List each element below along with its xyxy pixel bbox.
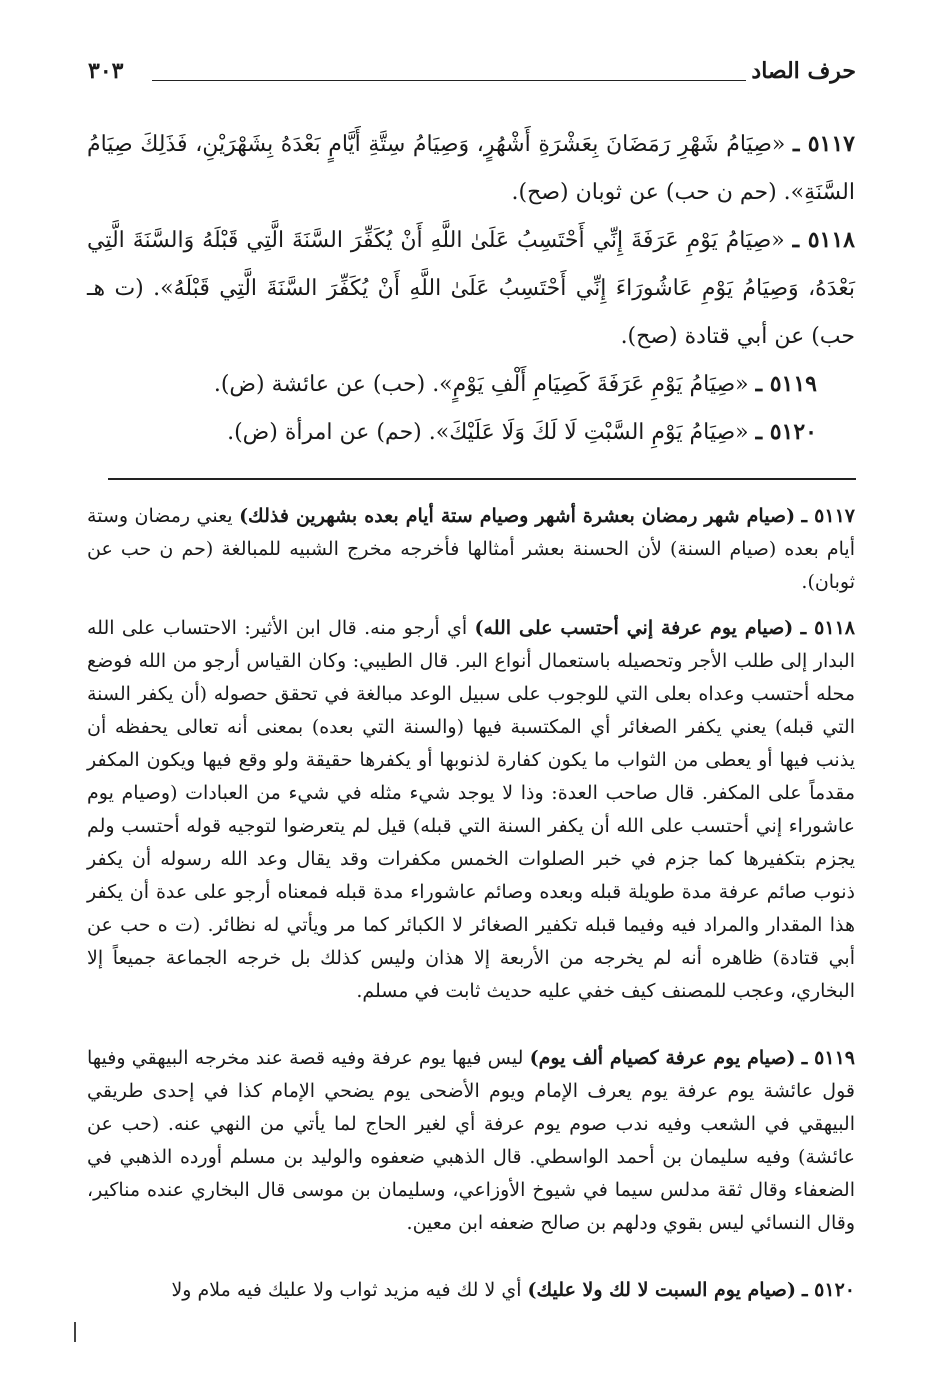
hadith-text: «صِيَامُ يَوْمِ عَرَفَةَ كَصِيَامِ أَلْفِ يَوْمٍ». (حب) عن عائشة (ض).	[213, 372, 749, 397]
commentary-text: ليس فيها يوم عرفة وفيه قصة عند مخرجه البيهقي وفيها قول عائشة يوم عرفة يوم يعرف الإمام ويوم الأضحى يوم يضحي الإمام كذا في إحدى طريقي البيهقي في الشعب وفيه ندب صوم يوم عرفة أي لغير الحاج لما يأتي من النهي عنه. (حب عن عائشة) وفيه سليمان بن أحمد الواسطي. قال الذهبي ضعفوه والوليد بن مسلم أورده الذهبي في الضعفاء وقال ثقة مدلس سيما في شيوخ الأوزاعي، وسليمان بن موسى قال البخاري عنده مناكير، وقال النسائي ليس بقوي ودلهم بن صالح ضعفه ابن معين.	[87, 1047, 855, 1234]
hadith-number: ٥١١٨ ـ	[792, 227, 855, 253]
text-commentary-divider	[108, 478, 856, 480]
commentary-number: ٥١٢٠ ـ	[801, 1279, 855, 1301]
commentary-text: أي لا لك فيه مزيد ثواب ولا عليك فيه ملام ولا	[171, 1279, 528, 1301]
running-header	[88, 58, 856, 98]
hadith-number: ٥١٢٠ ـ	[755, 419, 817, 445]
chapter-title: حرف الصاد	[751, 58, 856, 84]
page-number: ٣٠٣	[88, 58, 124, 84]
hadith-text: «صِيَامُ شَهْرِ رَمَضَانَ بِعَشْرَةِ أَشْهُرٍ، وَصِيَامُ سِتَّةِ أَيَّامٍ بَعْدَهُ بِشَهْرَيْنِ، فَذَلِكَ صِيَامُ السَّنَةِ». (حم ن حب) عن ثوبان (صح).	[87, 132, 855, 205]
hadith-text: «صِيَامُ يَوْمِ عَرَفَةَ إِنِّي أَحْتَسِبُ عَلَىٰ اللَّهِ أَنْ يُكَفِّرَ السَّنَةَ الَّتِي قَبْلَهُ وَالسَّنَةَ الَّتِي بَعْدَهُ، وَصِيَامُ يَوْمِ عَاشُورَاءَ إِنِّي أَحْتَسِبُ عَلَىٰ اللَّهِ أَنْ يُكَفِّرَ السَّنَةَ الَّتِي قَبْلَهُ». (ت هـ حب) عن أبي قتادة (صح).	[87, 228, 855, 349]
commentary-5119	[87, 1042, 855, 1240]
commentary-number: ٥١١٧ ـ	[801, 505, 855, 527]
commentary-lemma: (صيام يوم عرفة إني أحتسب على الله)	[474, 617, 794, 639]
hadith-text: «صِيَامُ يَوْمِ السَّبْتِ لَا لَكَ وَلَا عَلَيْكَ». (حم) عن امرأة (ض).	[227, 420, 749, 445]
commentary-number: ٥١١٩ ـ	[801, 1047, 855, 1069]
commentary-text: يعني رمضان وستة أيام بعده (صيام السنة) لأن الحسنة بعشر أمثالها فأخرجه مخرج الشبيه للمبالغة (حم ن حب عن ثوبان).	[87, 505, 855, 593]
commentary-5117	[87, 500, 855, 599]
header-rule	[152, 80, 746, 81]
commentary-5118	[87, 612, 855, 1008]
commentary-lemma: (صيام يوم عرفة كصيام ألف يوم)	[529, 1047, 796, 1069]
commentary-text: أي أرجو منه. قال ابن الأثير: الاحتساب على الله البدار إلى طلب الأجر وتحصيله باستعمال أنواع البر. قال الطيبي: وكان القياس أرجو من الله فوضع محله أحتسب وعداه بعلى التي للوجوب على سبيل الوعد مبالغة في تحقق حصوله (أن يكفر السنة التي قبله) يعني يكفر الصغائر أي المكتسبة فيها (والسنة التي بعده) بمعنى أنه تعالى يحفظه أن يذنب فيها أو يعطى من الثواب ما يكون كفارة لذنوبها أو يكفرها حقيقة ولو وقع فيها ويكون المكفر مقدماً على المكفر. قال صاحب العدة: وذا لا يوجد شيء مثله في شيء من العبادات (وصيام يوم عاشوراء إني أحتسب على الله أن يكفر السنة التي قبله) قيل لم يتعرضوا لتوجيه قوله أحتسب ولم يجزم بتكفيرها كما جزم في خبر الصلوات الخمس مكفرات وقد يقال وعد الله رسوله أن يكفر ذنوب صائم عرفة مدة طويلة قبله وبعده وصائم عاشوراء مدة قبله فمعناه أرجو على عدة أن يكفر هذا المقدار والمراد فيه وفيما قبله تكفير الصغائر لا الكبائر كما مر ويأتي له نظائر. (ت ه حب عن أبي قتادة) ظاهره أنه لم يخرجه من الأربعة إلا هذان وليس كذلك بل خرجه الجماعة جميعاً إلا البخاري، وعجب للمصنف كيف خفي عليه حديث ثابت في مسلم.	[87, 617, 855, 1002]
hadith-5119	[87, 360, 855, 409]
hadith-5120	[87, 408, 855, 457]
commentary-lemma: (صيام يوم السبت لا لك ولا عليك)	[527, 1279, 796, 1301]
hadith-number: ٥١١٩ ـ	[755, 371, 817, 397]
commentary-lemma: (صيام شهر رمضان بعشرة أشهر وصيام ستة أيام بعده بشهرين فذلك)	[239, 505, 796, 527]
commentary-5120	[87, 1274, 855, 1307]
hadith-5117	[87, 120, 855, 217]
hadith-number: ٥١١٧ ـ	[793, 131, 855, 157]
margin-mark	[74, 1322, 76, 1342]
hadith-5118	[87, 216, 855, 361]
commentary-number: ٥١١٨ ـ	[800, 617, 855, 639]
